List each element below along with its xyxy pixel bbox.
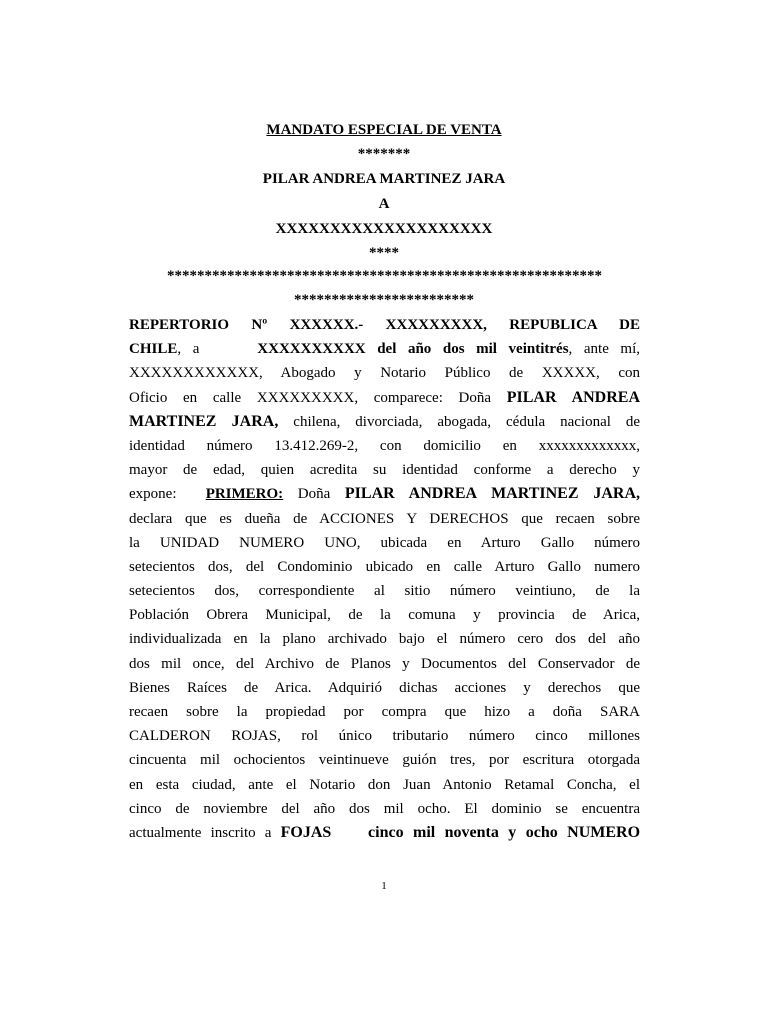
body-line: setecientos dos, correspondiente al sitio número veintiuno, de la: [129, 583, 640, 600]
body-line: XXXXXXXXXXXX, Abogado y Notario Público de XXXXX, con: [129, 365, 640, 382]
body-line: expone: PRIMERO: Doña PILAR ANDREA MARTINEZ JARA,: [129, 485, 641, 503]
body-line: actualmente inscrito a FOJAS cinco mil noventa y ocho NUMERO: [129, 823, 641, 841]
body-line: dos mil once, del Archivo de Planos y Documentos del Conservador de: [129, 655, 640, 672]
body-line: CALDERON ROJAS, rol único tributario número cinco millones: [129, 728, 640, 745]
body-line: REPERTORIO Nº XXXXXX.- XXXXXXXXX, REPUBLICA DE: [129, 317, 640, 333]
body-line: individualizada en la plano archivado bajo el número cero dos del año: [129, 631, 640, 648]
grantor-name: PILAR ANDREA MARTINEZ JARA: [262, 171, 506, 187]
document-title: MANDATO ESPECIAL DE VENTA: [266, 122, 502, 138]
separator-stars-continued: ************************: [294, 292, 474, 308]
body-line: CHILE, a XXXXXXXXXX del año dos mil veintitrés, ante mí,: [129, 341, 641, 358]
body-line: recaen sobre la propiedad por compra que hizo a doña SARA: [129, 704, 640, 720]
body-line: identidad número 13.412.269-2, con domicilio en xxxxxxxxxxxxx,: [129, 437, 640, 454]
body-line: Oficio en calle XXXXXXXXX, comparece: Doña PILAR ANDREA: [129, 388, 641, 406]
body-line: cinco de noviembre del año dos mil ocho. El dominio se encuentra: [129, 800, 640, 817]
separator-stars-long: **********************************************************: [167, 268, 602, 284]
body-line: Población Obrera Municipal, de la comuna y provincia de Arica,: [129, 607, 640, 624]
document-body: [129, 313, 640, 845]
page-number: 1: [381, 880, 387, 892]
body-line: MARTINEZ JARA, chilena, divorciada, abogada, cédula nacional de: [129, 412, 641, 430]
body-line: declara que es dueña de ACCIONES Y DERECHOS que recaen sobre: [129, 510, 640, 527]
grantee-name: XXXXXXXXXXXXXXXXXXXX: [275, 221, 493, 237]
separator-stars: *******: [357, 146, 411, 162]
separator-stars-short: ****: [369, 245, 399, 261]
to-connector: A: [378, 196, 390, 212]
body-line: Bienes Raíces de Arica. Adquirió dichas acciones y derechos que: [129, 679, 640, 696]
body-line: cincuenta mil ochocientos veintinueve guión tres, por escritura otorgada: [129, 752, 640, 769]
body-line: mayor de edad, quien acredita su identidad conforme a derecho y: [129, 462, 640, 479]
body-line: en esta ciudad, ante el Notario don Juan Antonio Retamal Concha, el: [129, 776, 640, 793]
body-line: setecientos dos, del Condominio ubicado en calle Arturo Gallo numero: [129, 558, 640, 575]
body-line: la UNIDAD NUMERO UNO, ubicada en Arturo Gallo número: [129, 534, 640, 551]
